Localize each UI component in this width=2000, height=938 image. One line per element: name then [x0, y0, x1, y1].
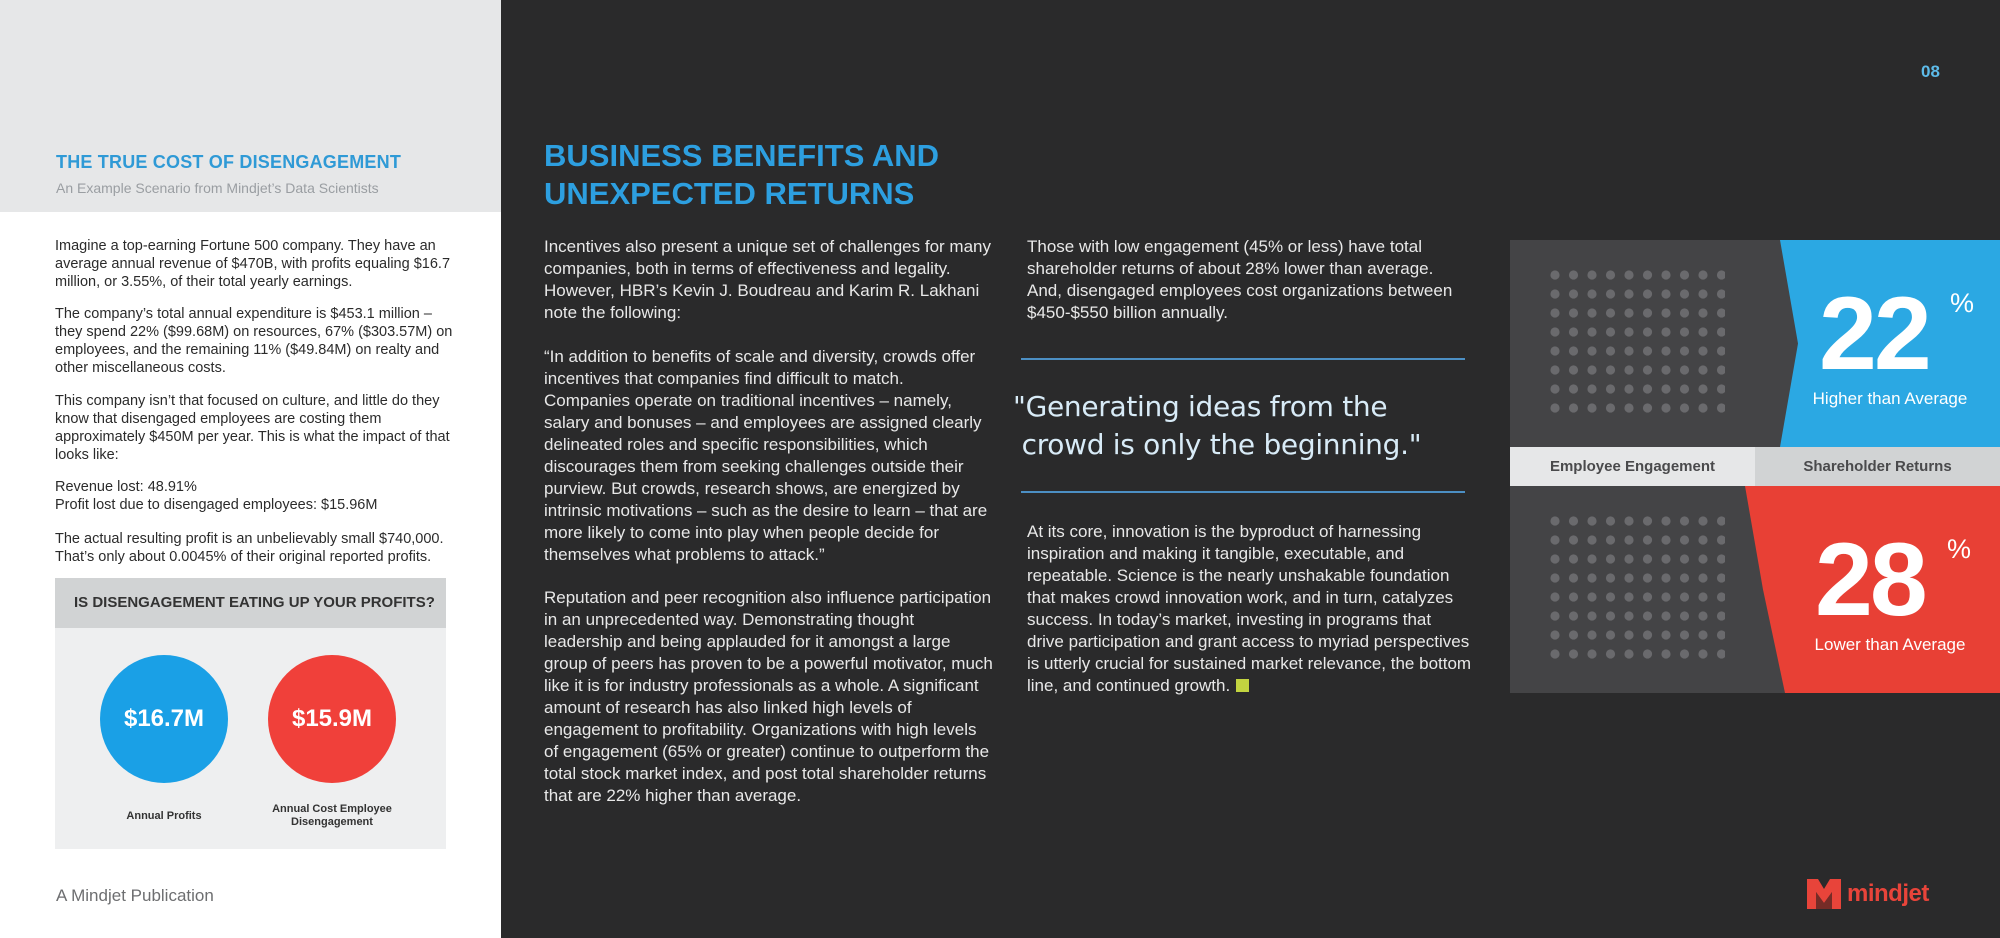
sidebar-conclusion: The actual resulting profit is an unbelievably small $740,000. That’s only about 0.0045% of their original reported profits. [55, 531, 444, 565]
mindjet-logo [1807, 879, 1929, 909]
shareholder-returns-label: Shareholder Returns [1755, 447, 2000, 486]
closing-paragraph-text: At its core, innovation is the byproduct of harnessing inspiration and making it tangible, executable, and repeatable. Science is the nearly unshakable foundation that makes crowd innovation work, and in turn, catalyzes success. In today’s market, investing in programs that drive participation and grant access to myriad perspectives is utterly crucial for sustained market relevance, the bottom line, and continued growth. [1027, 522, 1472, 695]
pull-quote [1013, 388, 1473, 464]
sidebar-paragraph: Imagine a top-earning Fortune 500 company. They have an average annual revenue of $470B, with profits equaling $16.7 million, or 3.55%, of their total yearly earnings. [55, 238, 451, 290]
impact-list [55, 478, 455, 514]
stat-unit-higher: % [1950, 288, 1975, 318]
page-number: 08 [1921, 62, 1940, 81]
body-paragraph: Incentives also present a unique set of challenges for many companies, both in terms of effectiveness and legality. However, HBR’s Kevin J. Boudreau and Karim R. Lakhani note the following: [544, 237, 991, 322]
end-mark-icon [1236, 679, 1249, 692]
publication-credit: A Mindjet Publication [56, 886, 214, 905]
dot-grid-icon [1550, 516, 1725, 663]
divider [1021, 491, 1465, 493]
pull-quote-line: crowd is only the beginning." [1021, 428, 1422, 461]
body-paragraph: Those with low engagement (45% or less) have total shareholder returns of about 28% lower than average. And, disengaged employees cost organizations between $450-$550 billion annually. [1027, 237, 1453, 322]
sidebar-panel [0, 0, 501, 938]
stat-label-higher: Higher than Average [1812, 389, 1968, 408]
page-title-line: UNEXPECTED RETURNS [544, 176, 915, 211]
engagement-infographic [1510, 240, 2000, 693]
disengagement-cost-circle: $15.9M [268, 655, 396, 783]
impact-line: Revenue lost: 48.91% [55, 479, 197, 495]
sidebar-paragraph: This company isn’t that focused on culture, and little do they know that disengaged employees are costing them approximately $450M per year. This is what the impact of that looks like: [55, 393, 450, 463]
sidebar-paragraph: The company’s total annual expenditure is $453.1 million – they spend 22% ($99.68M) on resources, 67% ($303.57M) on employees, and the remaining 11% ($49.84M) on realty and other miscellaneous costs. [55, 306, 453, 376]
stat-label-lower: Lower than Average [1814, 635, 1966, 654]
sidebar-title: THE TRUE COST OF DISENGAGEMENT [56, 152, 402, 172]
body-quote-paragraph: “In addition to benefits of scale and diversity, crowds offer incentives that companies find difficult to match. Companies operate on traditional incentives – namely, salary and bonuses – and employees are assigned clearly delineated roles and specific responsibilities, which discourages them from seeking challenges outside their purview. But crowds, research shows, are energized by intrinsic motivations – such as the desire to learn – that are more likely to come into play when people decide for themselves what problems to attack.” [544, 347, 988, 564]
impact-line: Profit lost due to disengaged employees: $15.96M [55, 497, 378, 513]
stat-number-lower: 28 [1815, 522, 1925, 638]
profits-callout-box [55, 578, 446, 849]
body-paragraph [1027, 521, 1472, 697]
page-title-line: BUSINESS BENEFITS AND [544, 138, 940, 173]
callout-header [55, 578, 446, 628]
callout-title: IS DISENGAGEMENT EATING UP YOUR PROFITS? [74, 594, 435, 611]
annual-profits-label: Annual Profits [126, 810, 202, 822]
body-paragraph: Reputation and peer recognition also influence participation in an unprecedented way. Demonstrating thought leadership and being applauded for it amongst a large group of peers has proven to be a powerful motivator, much like it is for industry professionals as a whole. A significant amount of research has also linked high levels of engagement to profitability. Organizations with high levels of engagement (65% or greater) continue to outperform the total stock market index, and post total shareholder returns that are 22% higher than average. [544, 588, 993, 805]
stat-number-higher: 22 [1819, 276, 1929, 392]
pull-quote-line: "Generating ideas from the [1013, 390, 1388, 423]
annual-profits-circle: $16.7M [100, 655, 228, 783]
logo-text: mindjet [1847, 880, 1929, 907]
disengagement-cost-label: Annual Cost Employee Disengagement [272, 803, 392, 828]
divider [1021, 358, 1465, 360]
sidebar-subtitle: An Example Scenario from Mindjet’s Data Scientists [56, 180, 379, 196]
dot-grid-icon [1550, 270, 1725, 417]
employee-engagement-label: Employee Engagement [1510, 447, 1755, 486]
mindjet-logo-icon [1807, 879, 1841, 909]
sidebar-header [0, 0, 501, 212]
page-title [544, 137, 1044, 213]
stat-unit-lower: % [1947, 534, 1972, 564]
